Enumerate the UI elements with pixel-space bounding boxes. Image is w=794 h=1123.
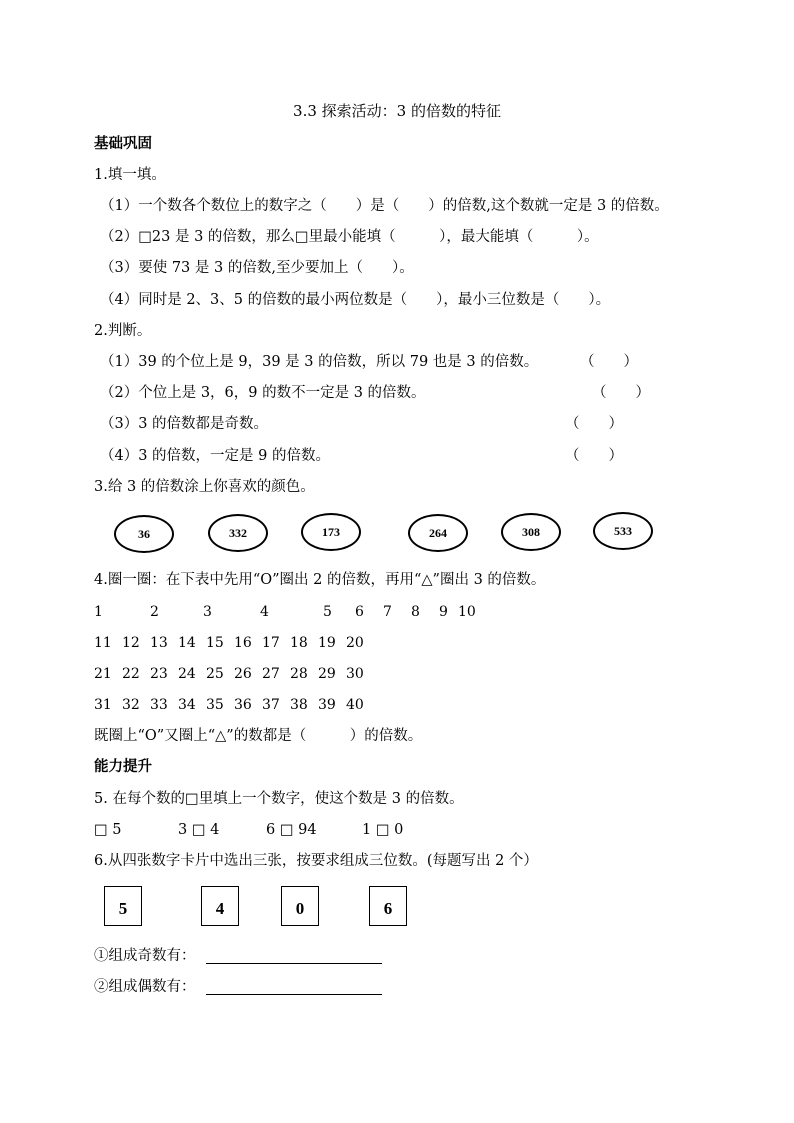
grid-number[interactable]: 19 (318, 635, 336, 651)
grid-number[interactable]: 24 (178, 666, 196, 682)
even-numbers-label: ②组成偶数有： (94, 979, 196, 995)
q6-heading: 6.从四张数字卡片中选出三张，按要求组成三位数。(每题写出 2 个） (94, 853, 538, 869)
grid-number[interactable]: 27 (262, 666, 280, 682)
grid-number[interactable]: 37 (262, 697, 280, 713)
grid-number[interactable]: 11 (94, 635, 112, 651)
grid-number[interactable]: 33 (150, 697, 168, 713)
grid-number[interactable]: 16 (234, 635, 252, 651)
q5-item-2[interactable]: 3 □ 4 (178, 822, 220, 838)
grid-number[interactable]: 20 (346, 635, 364, 651)
grid-number[interactable]: 17 (262, 635, 280, 651)
grid-number[interactable]: 13 (150, 635, 168, 651)
grid-number[interactable]: 6 (355, 604, 364, 620)
q2-answer-paren-3[interactable]: （ ） (565, 416, 623, 432)
digit-card-6: 6 (369, 886, 407, 926)
q1-item-2: （2）□23 是 3 的倍数，那么□里最小能填（ ），最大能填（ ）。 (100, 229, 599, 245)
digit-card-5: 5 (104, 886, 142, 926)
grid-number[interactable]: 40 (346, 697, 364, 713)
grid-number[interactable]: 38 (290, 697, 308, 713)
grid-number[interactable]: 28 (290, 666, 308, 682)
section-heading-advanced: 能力提升 (94, 759, 152, 775)
grid-number[interactable]: 31 (94, 697, 112, 713)
q4-footer: 既圈上“O”又圈上“△”的数都是（ ）的倍数。 (94, 728, 423, 744)
grid-number[interactable]: 5 (323, 604, 332, 620)
number-oval-173[interactable]: 173 (301, 513, 361, 551)
grid-number[interactable]: 26 (234, 666, 252, 682)
grid-number[interactable]: 12 (122, 635, 140, 651)
q2-item-1: （1）39 的个位上是 9，39 是 3 的倍数，所以 79 也是 3 的倍数。 (100, 354, 539, 370)
q1-heading: 1.填一填。 (94, 167, 166, 183)
grid-number[interactable]: 4 (260, 604, 269, 620)
page-title: 3.3 探索活动：3 的倍数的特征 (293, 102, 501, 120)
odd-numbers-answer-line[interactable] (206, 963, 382, 964)
q5-item-3[interactable]: 6 □ 94 (266, 822, 317, 838)
grid-number[interactable]: 32 (122, 697, 140, 713)
grid-number[interactable]: 25 (206, 666, 224, 682)
number-oval-533[interactable]: 533 (593, 512, 653, 550)
section-heading-basic: 基础巩固 (94, 136, 152, 152)
grid-number[interactable]: 18 (290, 635, 308, 651)
grid-number[interactable]: 15 (206, 635, 224, 651)
grid-number[interactable]: 35 (206, 697, 224, 713)
digit-card-0: 0 (281, 886, 319, 926)
q2-answer-paren-2[interactable]: （ ） (592, 385, 650, 401)
grid-number[interactable]: 23 (150, 666, 168, 682)
grid-number[interactable]: 14 (178, 635, 196, 651)
q2-answer-paren-1[interactable]: （ ） (580, 354, 638, 370)
grid-number[interactable]: 2 (150, 604, 159, 620)
grid-number[interactable]: 7 (383, 604, 392, 620)
grid-number[interactable]: 8 (411, 604, 420, 620)
q4-heading: 4.圈一圈：在下表中先用“O”圈出 2 的倍数，再用“△”圈出 3 的倍数。 (94, 572, 546, 588)
number-oval-36[interactable]: 36 (114, 515, 174, 553)
q1-item-4: （4）同时是 2、3、5 的倍数的最小两位数是（ ），最小三位数是（ ）。 (100, 292, 611, 308)
q2-item-2: （2）个位上是 3，6，9 的数不一定是 3 的倍数。 (100, 385, 426, 401)
even-numbers-answer-line[interactable] (206, 994, 382, 995)
q2-item-4: （4）3 的倍数，一定是 9 的倍数。 (100, 448, 331, 464)
grid-number[interactable]: 22 (122, 666, 140, 682)
digit-card-4: 4 (201, 886, 239, 926)
number-oval-264[interactable]: 264 (408, 514, 468, 552)
q2-answer-paren-4[interactable]: （ ） (565, 448, 623, 464)
grid-number[interactable]: 1 (94, 604, 103, 620)
number-oval-308[interactable]: 308 (501, 513, 561, 551)
q5-heading: 5. 在每个数的□里填上一个数字，使这个数是 3 的倍数。 (94, 791, 464, 807)
q2-item-3: （3）3 的倍数都是奇数。 (100, 416, 269, 432)
q5-item-1[interactable]: □ 5 (94, 822, 122, 838)
grid-number[interactable]: 9 (439, 604, 448, 620)
odd-numbers-label: ①组成奇数有： (94, 948, 196, 964)
grid-number[interactable]: 30 (346, 666, 364, 682)
q1-item-3: （3）要使 73 是 3 的倍数,至少要加上（ ）。 (100, 260, 414, 276)
grid-number[interactable]: 29 (318, 666, 336, 682)
grid-number[interactable]: 39 (318, 697, 336, 713)
q1-item-1: （1）一个数各个数位上的数字之（ ）是（ ）的倍数,这个数就一定是 3 的倍数。 (100, 198, 669, 214)
grid-number[interactable]: 10 (458, 604, 476, 620)
grid-number[interactable]: 36 (234, 697, 252, 713)
q3-heading: 3.给 3 的倍数涂上你喜欢的颜色。 (94, 479, 315, 495)
number-oval-332[interactable]: 332 (208, 514, 268, 552)
grid-number[interactable]: 34 (178, 697, 196, 713)
q5-item-4[interactable]: 1 □ 0 (362, 822, 404, 838)
grid-number[interactable]: 21 (94, 666, 112, 682)
q2-heading: 2.判断。 (94, 323, 152, 339)
grid-number[interactable]: 3 (203, 604, 212, 620)
